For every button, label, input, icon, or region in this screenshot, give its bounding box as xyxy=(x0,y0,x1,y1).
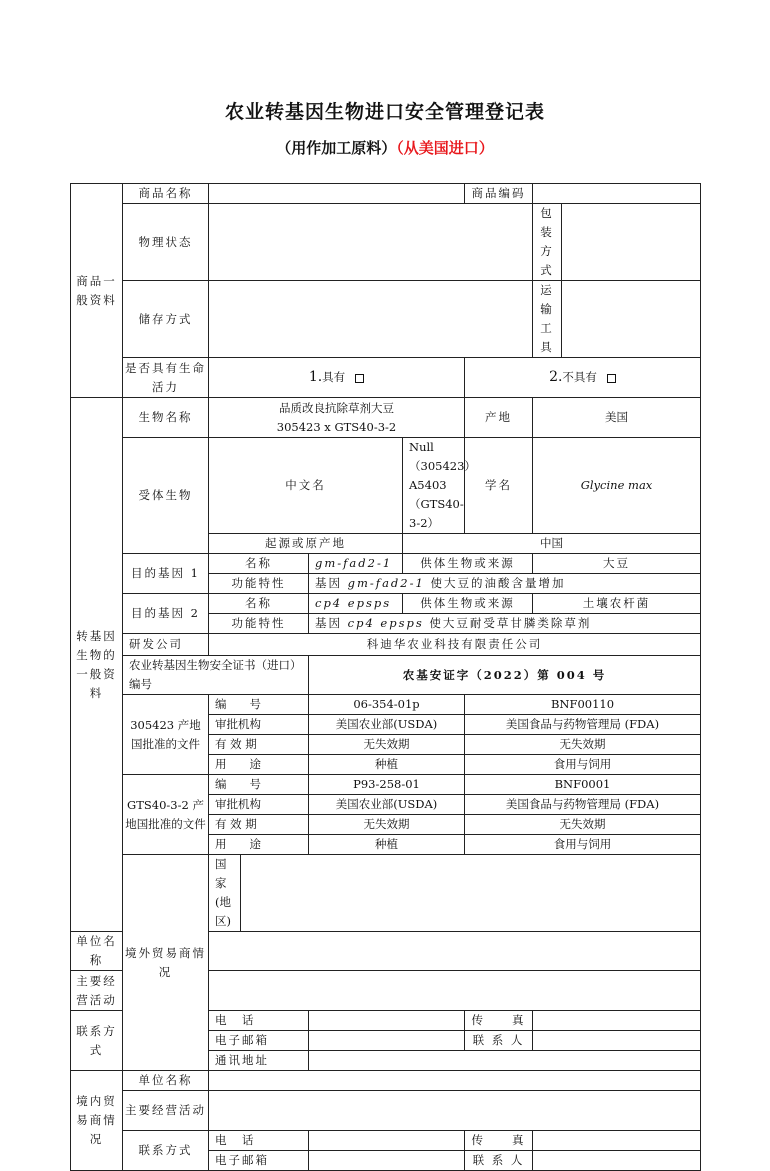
foreign-address-label: 通讯地址 xyxy=(209,1051,309,1071)
origin-label: 产地 xyxy=(465,398,533,438)
registration-table xyxy=(70,183,701,1171)
foreign-contact-person-label: 联 系 人 xyxy=(465,1031,533,1051)
approval-b-authority-2: 美国食品与药物管理局 (FDA) xyxy=(465,795,701,815)
gene1-function-prefix: 基因 xyxy=(315,576,342,590)
approval-a-number-label: 编 号 xyxy=(209,695,309,715)
chinese-name-value xyxy=(403,438,476,534)
storage-field[interactable] xyxy=(209,281,533,358)
origin-value: 美国 xyxy=(533,398,701,438)
gene1-donor-label: 供体生物或来源 xyxy=(403,554,533,574)
chinese-name-line1: Null（305423） xyxy=(409,440,476,473)
gene1-label: 目的基因 1 xyxy=(123,554,209,594)
gene1-name-label: 名称 xyxy=(209,554,309,574)
approval-a-purpose-label: 用 途 xyxy=(209,755,309,775)
foreign-email-label: 电子邮箱 xyxy=(209,1031,309,1051)
form-subtitle xyxy=(0,137,770,158)
chinese-name-label: 中文名 xyxy=(209,438,403,534)
chinese-name-line2: A5403（GTS40-3-2） xyxy=(409,478,464,530)
domestic-business-field[interactable] xyxy=(209,1091,701,1131)
foreign-country-label: 国 家(地区) xyxy=(209,855,241,932)
viability-no-checkbox[interactable] xyxy=(607,374,616,383)
subtitle-purpose: （用作加工原料） xyxy=(276,139,397,157)
approval-b-purpose-label: 用 途 xyxy=(209,835,309,855)
approval-b-validity-2: 无失效期 xyxy=(465,815,701,835)
approval-a-validity-1: 无失效期 xyxy=(309,735,465,755)
domestic-phone-label: 电 话 xyxy=(209,1131,309,1151)
foreign-country-field[interactable] xyxy=(241,855,701,932)
domestic-email-field[interactable] xyxy=(309,1151,465,1171)
domestic-contact-label: 联系方式 xyxy=(123,1131,209,1171)
approval-b-label: GTS40-3-2 产地国批准的文件 xyxy=(123,775,209,855)
viability-no-option[interactable] xyxy=(465,358,701,398)
domestic-unit-label: 单位名称 xyxy=(123,1071,209,1091)
domestic-business-label: 主要经营活动 xyxy=(123,1091,209,1131)
source-origin-value: 中国 xyxy=(403,534,701,554)
section-gmo-label: 转基因生物的一般资料 xyxy=(71,398,123,932)
approval-b-validity-label: 有 效 期 xyxy=(209,815,309,835)
gene1-donor-value: 大豆 xyxy=(533,554,701,574)
gene1-function-value xyxy=(309,574,701,594)
approval-a-purpose-1: 种植 xyxy=(309,755,465,775)
foreign-phone-label: 电 话 xyxy=(209,1011,309,1031)
approval-a-number-2: BNF00110 xyxy=(465,695,701,715)
scientific-name-value: Glycine max xyxy=(533,438,701,534)
gene2-label: 目的基因 2 xyxy=(123,594,209,634)
product-code-field[interactable] xyxy=(533,184,701,204)
approval-a-authority-2: 美国食品与药物管理局 (FDA) xyxy=(465,715,701,735)
approval-a-authority-label: 审批机构 xyxy=(209,715,309,735)
gene1-function-label: 功能特性 xyxy=(209,574,309,594)
product-code-label: 商品编码 xyxy=(465,184,533,204)
foreign-unit-label: 单位名称 xyxy=(71,932,123,971)
approval-b-authority-1: 美国农业部(USDA) xyxy=(309,795,465,815)
viability-yes-label: 具有 xyxy=(322,370,346,384)
gene2-function-label: 功能特性 xyxy=(209,614,309,634)
gene2-function-value xyxy=(309,614,701,634)
section-product-label: 商品一般资料 xyxy=(71,184,123,398)
domestic-contact-person-label: 联 系 人 xyxy=(465,1151,533,1171)
gene2-name-value: cp4 epsps xyxy=(309,594,403,614)
packaging-field[interactable] xyxy=(562,204,701,281)
approval-a-validity-label: 有 效 期 xyxy=(209,735,309,755)
certificate-number: 农基安证字（2022）第 004 号 xyxy=(309,656,701,695)
foreign-contact-label: 联系方式 xyxy=(71,1011,123,1071)
subtitle-origin: （从美国进口） xyxy=(396,139,494,157)
gene2-function-prefix: 基因 xyxy=(315,616,342,630)
approval-b-number-1: P93-258-01 xyxy=(309,775,465,795)
source-origin-label: 起源或原产地 xyxy=(209,534,403,554)
foreign-phone-field[interactable] xyxy=(309,1011,465,1031)
domestic-contact-person-field[interactable] xyxy=(533,1151,701,1171)
domestic-fax-field[interactable] xyxy=(533,1131,701,1151)
approval-a-label: 305423 产地国批准的文件 xyxy=(123,695,209,775)
section-foreign-trader-label: 境外贸易商情况 xyxy=(123,855,209,1071)
transport-field[interactable] xyxy=(562,281,701,358)
form-title: 农业转基因生物进口安全管理登记表 xyxy=(224,101,545,123)
organism-name-label: 生物名称 xyxy=(123,398,209,438)
packaging-label: 包装方式 xyxy=(533,204,562,281)
viability-no-number: 2. xyxy=(549,369,563,385)
gene1-function-gene: gm-fad2-1 xyxy=(347,576,425,590)
foreign-address-field[interactable] xyxy=(309,1051,701,1071)
product-name-field[interactable] xyxy=(209,184,465,204)
gene2-donor-value: 土壤农杆菌 xyxy=(533,594,701,614)
recipient-label: 受体生物 xyxy=(123,438,209,554)
organism-name-line1: 品质改良抗除草剂大豆 xyxy=(279,400,394,415)
foreign-fax-label: 传 真 xyxy=(465,1011,533,1031)
approval-b-number-2: BNF0001 xyxy=(465,775,701,795)
gene2-function-gene: cp4 epsps xyxy=(347,616,424,630)
domestic-unit-field[interactable] xyxy=(209,1071,701,1091)
approval-a-number-1: 06-354-01p xyxy=(309,695,465,715)
section-domestic-trader-label: 境内贸易商情况 xyxy=(71,1071,123,1171)
domestic-email-label: 电子邮箱 xyxy=(209,1151,309,1171)
domestic-fax-label: 传 真 xyxy=(465,1131,533,1151)
approval-a-purpose-2: 食用与饲用 xyxy=(465,755,701,775)
foreign-fax-field[interactable] xyxy=(533,1011,701,1031)
foreign-business-field[interactable] xyxy=(209,971,701,1011)
approval-b-authority-label: 审批机构 xyxy=(209,795,309,815)
product-name-label: 商品名称 xyxy=(123,184,209,204)
transport-label: 运输工具 xyxy=(533,281,562,358)
gene2-donor-label: 供体生物或来源 xyxy=(403,594,533,614)
viability-no-label: 不具有 xyxy=(562,370,597,384)
organism-name-line2: 305423 x GTS40-3-2 xyxy=(276,419,397,434)
certificate-label: 农业转基因生物安全证书（进口）编号 xyxy=(123,656,309,695)
foreign-unit-field[interactable] xyxy=(209,932,701,971)
viability-label: 是否具有生命活力 xyxy=(123,358,209,398)
approval-a-authority-1: 美国农业部(USDA) xyxy=(309,715,465,735)
foreign-contact-person-field[interactable] xyxy=(533,1031,701,1051)
physical-state-label: 物理状态 xyxy=(123,204,209,281)
gene1-function-text: 使大豆的油酸含量增加 xyxy=(430,576,566,590)
approval-b-purpose-1: 种植 xyxy=(309,835,465,855)
scientific-name-label: 学名 xyxy=(465,438,533,534)
gene2-function-text: 使大豆耐受草甘膦类除草剂 xyxy=(429,616,592,630)
gene2-name-label: 名称 xyxy=(209,594,309,614)
viability-yes-checkbox[interactable] xyxy=(355,374,364,383)
developer-label: 研发公司 xyxy=(123,634,209,656)
foreign-business-label: 主要经营活动 xyxy=(71,971,123,1011)
storage-label: 储存方式 xyxy=(123,281,209,358)
physical-state-field[interactable] xyxy=(209,204,533,281)
viability-yes-number: 1. xyxy=(308,369,323,385)
approval-b-number-label: 编 号 xyxy=(209,775,309,795)
approval-b-purpose-2: 食用与饲用 xyxy=(465,835,701,855)
viability-yes-option[interactable] xyxy=(209,358,465,398)
organism-name-value xyxy=(209,398,465,438)
approval-b-validity-1: 无失效期 xyxy=(309,815,465,835)
developer-value: 科迪华农业科技有限责任公司 xyxy=(209,634,701,656)
gene1-name-value: gm-fad2-1 xyxy=(309,554,403,574)
approval-a-validity-2: 无失效期 xyxy=(465,735,701,755)
foreign-email-field[interactable] xyxy=(309,1031,465,1051)
domestic-phone-field[interactable] xyxy=(309,1131,465,1151)
